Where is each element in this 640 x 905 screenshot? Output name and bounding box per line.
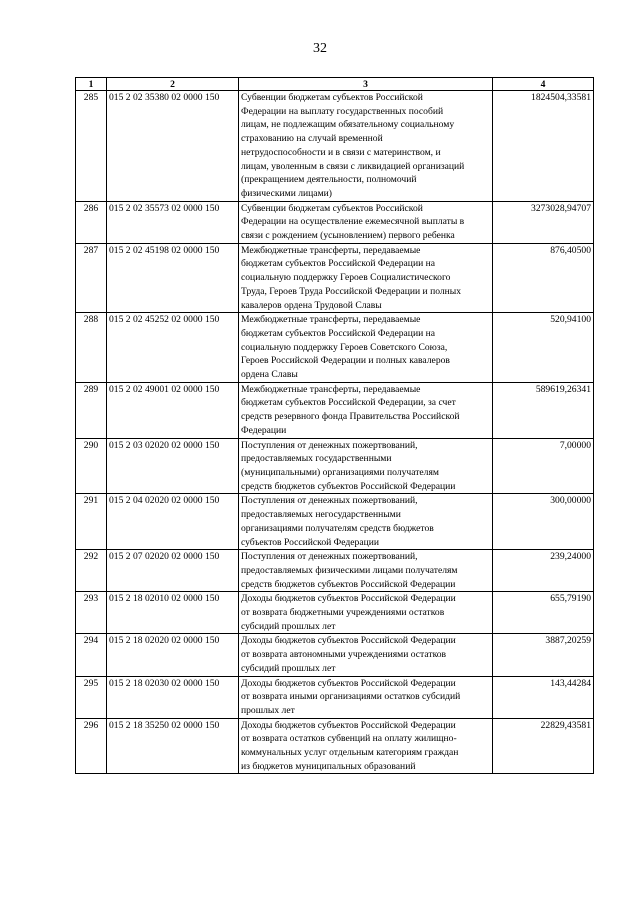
description-line: предоставляемых физическими лицами получателям <box>241 564 458 576</box>
description-line: Доходы бюджетов субъектов Российской Федерации <box>241 677 456 689</box>
revenue-description <box>239 634 493 676</box>
table-row <box>76 91 594 202</box>
description-line: средств резервного фонда Правительства Российской <box>241 411 460 423</box>
description-line: Доходы бюджетов субъектов Российской Федерации <box>241 593 456 605</box>
amount: 3273028,94707 <box>493 201 594 243</box>
row-number: 291 <box>76 494 107 550</box>
description-line: средств бюджетов субъектов Российской Федерации <box>241 480 456 492</box>
table-row <box>76 313 594 383</box>
description-line: Доходы бюджетов субъектов Российской Федерации <box>241 635 456 647</box>
description-line: бюджетам субъектов Российской Федерации на <box>241 258 436 270</box>
description-line: субъектов Российской Федерации <box>241 536 379 548</box>
amount: 7,00000 <box>493 438 594 494</box>
amount: 1824504,33581 <box>493 91 594 202</box>
description-line: лицам, уволенным в связи с ликвидацией организаций <box>241 160 465 172</box>
description-line: социальную поддержку Героев Социалистического <box>241 272 451 284</box>
revenue-description <box>239 201 493 243</box>
description-line: Труда, Героев Труда Российской Федерации и полных <box>241 285 462 297</box>
revenue-table <box>75 77 594 774</box>
description-line: Федерации на осуществление ежемесячной выплаты в <box>241 216 465 228</box>
amount: 520,94100 <box>493 313 594 383</box>
revenue-description <box>239 718 493 774</box>
description-line: Федерации на выплату государственных пособий <box>241 105 444 117</box>
revenue-description <box>239 91 493 202</box>
budget-classification-code: 015 2 03 02020 02 0000 150 <box>107 438 239 494</box>
description-line: предоставляемых государственными <box>241 453 392 465</box>
table-row <box>76 634 594 676</box>
description-line: Поступления от денежных пожертвований, <box>241 439 418 451</box>
budget-classification-code: 015 2 18 02030 02 0000 150 <box>107 676 239 718</box>
description-line: Межбюджетные трансферты, передаваемые <box>241 244 421 256</box>
description-line: Субвенции бюджетам субъектов Российской <box>241 92 423 103</box>
description-line: средств бюджетов субъектов Российской Федерации <box>241 578 456 590</box>
description-line: от возврата остатков субвенций на оплату жилищно- <box>241 733 457 745</box>
budget-classification-code: 015 2 18 02010 02 0000 150 <box>107 592 239 634</box>
description-line: нетрудоспособности и в связи с материнством, и <box>241 146 441 158</box>
revenue-description <box>239 313 493 383</box>
amount: 589619,26341 <box>493 382 594 438</box>
description-line: коммунальных услуг отдельным категориям граждан <box>241 747 459 759</box>
description-line: связи с рождением (усыновлением) первого ребенка <box>241 230 455 242</box>
column-header-4: 4 <box>493 78 594 91</box>
description-line: от возврата бюджетными учреждениями остатков <box>241 607 445 619</box>
amount: 239,24000 <box>493 550 594 592</box>
description-line: (прекращением деятельности, полномочий <box>241 174 417 186</box>
table-header-row <box>76 78 594 91</box>
column-header-3: 3 <box>239 78 493 91</box>
revenue-description <box>239 243 493 313</box>
description-line: социальную поддержку Героев Советского Союза, <box>241 341 448 353</box>
table-row <box>76 592 594 634</box>
revenue-description <box>239 676 493 718</box>
page-number: 32 <box>313 41 327 56</box>
description-line: Субвенции бюджетам субъектов Российской <box>241 202 423 214</box>
revenue-description <box>239 494 493 550</box>
description-line: Доходы бюджетов субъектов Российской Федерации <box>241 719 456 731</box>
description-line: от возврата иными организациями остатков субсидий <box>241 691 461 703</box>
description-line: физическими лицами) <box>241 187 332 199</box>
table-row <box>76 676 594 718</box>
amount: 3887,20259 <box>493 634 594 676</box>
description-line: субсидий прошлых лет <box>241 620 336 632</box>
amount: 300,00000 <box>493 494 594 550</box>
table-row <box>76 550 594 592</box>
description-line: Межбюджетные трансферты, передаваемые <box>241 383 421 395</box>
table-row <box>76 718 594 774</box>
amount: 876,40500 <box>493 243 594 313</box>
table-row <box>76 243 594 313</box>
amount: 143,44284 <box>493 676 594 718</box>
budget-classification-code: 015 2 18 35250 02 0000 150 <box>107 718 239 774</box>
description-line: Героев Российской Федерации и полных кавалеров <box>241 355 450 367</box>
description-line: кавалеров ордена Трудовой Славы <box>241 299 382 311</box>
row-number: 289 <box>76 382 107 438</box>
description-line: лицам, не подлежащим обязательному социальному <box>241 119 455 131</box>
description-line: бюджетам субъектов Российской Федерации на <box>241 327 436 339</box>
revenue-description <box>239 592 493 634</box>
row-number: 290 <box>76 438 107 494</box>
budget-classification-code: 015 2 02 45198 02 0000 150 <box>107 243 239 313</box>
column-header-1: 1 <box>76 78 107 91</box>
amount: 22829,43581 <box>493 718 594 774</box>
description-line: Поступления от денежных пожертвований, <box>241 551 418 563</box>
row-number: 292 <box>76 550 107 592</box>
description-line: от возврата автономными учреждениями остатков <box>241 649 447 661</box>
row-number: 285 <box>76 91 107 202</box>
description-line: прошлых лет <box>241 704 295 716</box>
row-number: 287 <box>76 243 107 313</box>
description-line: предоставляемых негосударственными <box>241 509 401 521</box>
description-line: организациями получателям средств бюджетов <box>241 522 434 534</box>
table-row <box>76 438 594 494</box>
row-number: 295 <box>76 676 107 718</box>
table-row <box>76 494 594 550</box>
description-line: (муниципальными) организациями получателям <box>241 466 439 478</box>
column-header-2: 2 <box>107 78 239 91</box>
row-number: 293 <box>76 592 107 634</box>
row-number: 288 <box>76 313 107 383</box>
description-line: из бюджетов муниципальных образований <box>241 760 416 772</box>
budget-classification-code: 015 2 07 02020 02 0000 150 <box>107 550 239 592</box>
table-row <box>76 201 594 243</box>
budget-classification-code: 015 2 02 45252 02 0000 150 <box>107 313 239 383</box>
row-number: 286 <box>76 201 107 243</box>
description-line: бюджетам субъектов Российской Федерации, за счет <box>241 397 456 409</box>
description-line: Федерации <box>241 424 287 436</box>
description-line: ордена Славы <box>241 369 298 381</box>
budget-classification-code: 015 2 02 49001 02 0000 150 <box>107 382 239 438</box>
description-line: страхованию на случай временной <box>241 133 383 145</box>
budget-classification-code: 015 2 04 02020 02 0000 150 <box>107 494 239 550</box>
revenue-description <box>239 438 493 494</box>
description-line: Поступления от денежных пожертвований, <box>241 495 418 507</box>
row-number: 296 <box>76 718 107 774</box>
amount: 655,79190 <box>493 592 594 634</box>
description-line: субсидий прошлых лет <box>241 662 336 674</box>
table-row <box>76 382 594 438</box>
budget-classification-code: 015 2 02 35573 02 0000 150 <box>107 201 239 243</box>
description-line: Межбюджетные трансферты, передаваемые <box>241 314 421 326</box>
budget-classification-code: 015 2 18 02020 02 0000 150 <box>107 634 239 676</box>
revenue-description <box>239 382 493 438</box>
revenue-description <box>239 550 493 592</box>
row-number: 294 <box>76 634 107 676</box>
budget-classification-code: 015 2 02 35380 02 0000 150 <box>107 91 239 202</box>
